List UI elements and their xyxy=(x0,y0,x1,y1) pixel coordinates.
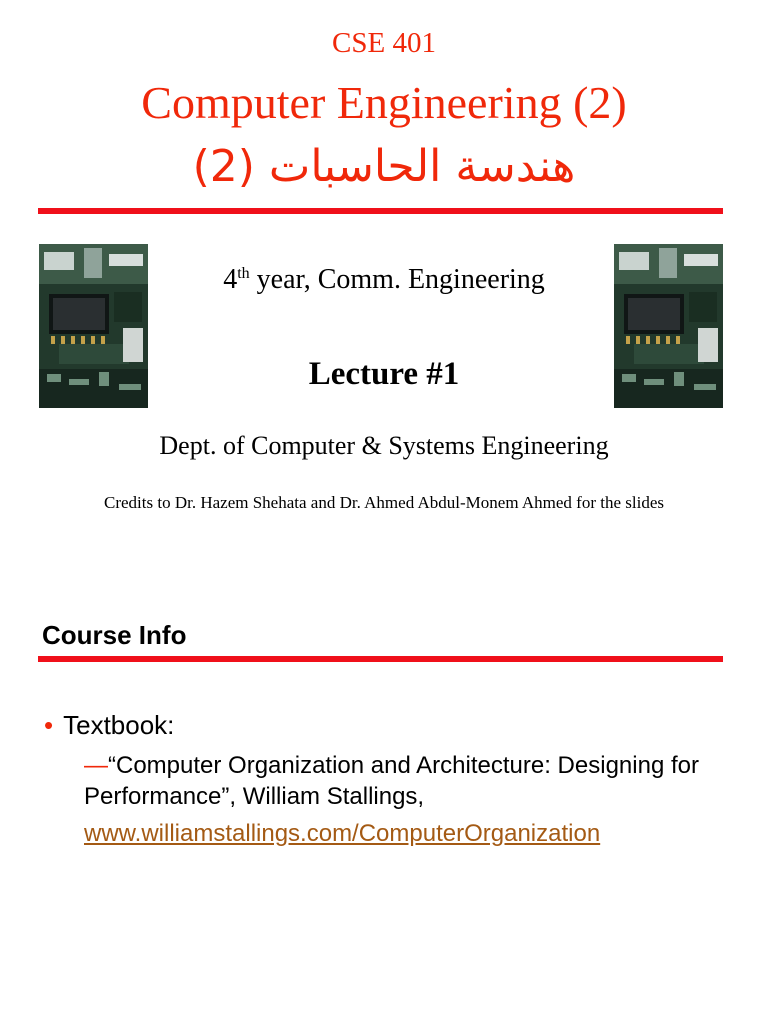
department: Dept. of Computer & Systems Engineering xyxy=(159,431,609,460)
textbook-title: “Computer Organization and Architecture: Designing for Performance”, William Stallings, xyxy=(84,752,699,810)
course-title: Computer Engineering (2) xyxy=(141,77,627,128)
year-number: 4 xyxy=(223,264,238,295)
year-line xyxy=(0,263,768,297)
bullet-label: Textbook: xyxy=(63,710,175,740)
bullet-icon: • xyxy=(44,710,54,740)
textbook-reference xyxy=(84,750,724,812)
credits: Credits to Dr. Hazem Shehata and Dr. Ahmed Abdul-Monem Ahmed for the slides xyxy=(104,493,664,512)
slide-heading: Course Info xyxy=(42,620,187,650)
heading-divider xyxy=(38,656,723,662)
course-code: CSE 401 xyxy=(332,27,436,59)
title-divider xyxy=(38,208,723,214)
course-info-slide xyxy=(0,585,768,1024)
year-description: year, Comm. Engineering xyxy=(249,264,545,295)
dash-icon: — xyxy=(84,752,108,779)
course-title-arabic: هندسة الحاسبات (2) xyxy=(192,141,576,192)
textbook-website-link[interactable]: www.williamstallings.com/ComputerOrganization xyxy=(84,820,601,847)
lecture-number: Lecture #1 xyxy=(308,356,460,392)
bullet-item-textbook xyxy=(44,709,174,741)
year-suffix: th xyxy=(237,265,250,282)
